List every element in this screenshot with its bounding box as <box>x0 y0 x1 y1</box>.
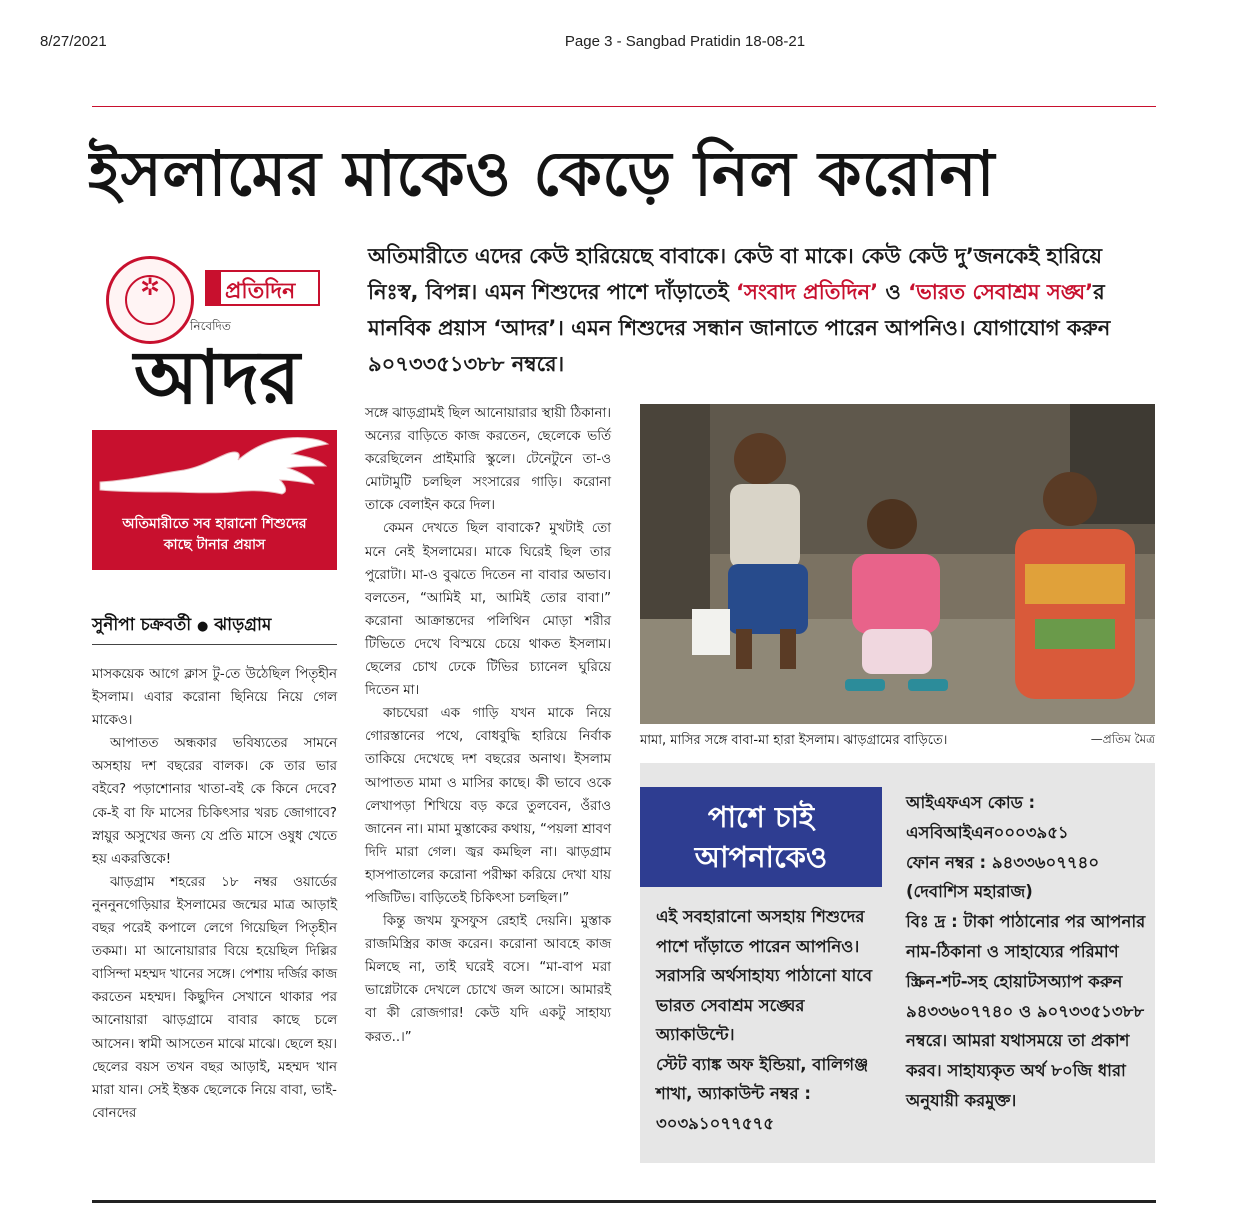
col2-paragraph: কিন্তু জখম ফুসফুস রেহাই দেয়নি। মুস্তাক রাজমিস্ত্রির কাজ করেন। করোনা আবহে কাজ মিলছে না, তাই ঘরেই বসে। “মা-বাপ মরা ভাগ্নেটাকে দেখলে চোখে জল আসে। আমারই বা কী রোজগার! কেউ যদি একটু সাহায্য করত..।” <box>365 914 611 1045</box>
top-rule <box>92 106 1156 107</box>
col1-paragraph: আপাতত অন্ধকার ভবিষ্যতের সামনে অসহায় দশ বছরের বালক। কে তার ভার বইবে? পড়াশোনার খাতা-বই কে কিনে দেবে? কে-ই বা ফি মাসের চিকিৎসার খরচ জোগাবে? স্নায়ুর অসুখের জন্য যে প্রতি মাসে ওষুধ খেতে হয় একরত্তিকে! <box>92 736 337 867</box>
ifsc-label: আইএফএস কোড : <box>906 793 1036 812</box>
appeal-left-text <box>656 902 874 1138</box>
bottom-rule <box>92 1200 1156 1203</box>
lead-part3: র মানবিক প্রয়াস ‘আদর’। এমন শিশুদের সন্ধান জানাতে পারেন আপনিও। যোগাযোগ করুন ৯০৭৩৩৫১৩৮৮ নম্বরে। <box>368 280 1111 376</box>
print-page-title: Page 3 - Sangbad Pratidin 18-08-21 <box>564 33 806 50</box>
lead-part2: ও <box>878 280 909 304</box>
family-photo-image <box>640 404 1155 724</box>
appeal-headline-line1: পাশে চাই <box>707 800 815 834</box>
phone-contact-name: (দেবাশিস মহারাজ) <box>906 882 1033 902</box>
lead-highlight-pratidin: ‘সংবাদ প্রতিদিন’ <box>736 280 879 304</box>
lead-part1: অতিমারীতে এদের কেউ হারিয়েছে বাবাকে। কেউ বা মাকে। কেউ কেউ দু’জনকেই হারিয়ে নিঃস্ব, বিপন্ন। এমন শিশুদের পাশে দাঁড়াতেই <box>368 244 1103 304</box>
adar-title: আদর <box>134 335 300 421</box>
headline: ইসলামের মাকেও কেড়ে নিল করোনা <box>88 137 995 210</box>
logo-tagline-line2: কাছে টানার প্রয়াস <box>163 537 266 553</box>
col2-paragraph: সঙ্গে ঝাড়গ্রামই ছিল আনোয়ারার স্থায়ী ঠিকানা। অন্যের বাড়িতে কাজ করতেন, ছেলেকে ভর্তি করেছিলেন প্রাইমারি স্কুলে। টেনেটুনে তা-ও মোটামুটি চলছিল সংসারের গাড়ি। করোনা তাকে বেলাইন করে দিল। <box>365 406 611 514</box>
family-photo <box>640 404 1155 724</box>
pratidin-masthead <box>205 270 320 306</box>
byline-location: ঝাড়গ্রাম <box>214 615 272 635</box>
appeal-headline-line2: আপনাকেও <box>694 840 828 874</box>
appeal-right-text <box>906 788 1151 1116</box>
photo-caption-text: মামা, মাসির সঙ্গে বাবা-মা হারা ইসলাম। ঝাড়গ্রামের বাড়িতে। <box>640 733 948 748</box>
col2-paragraph: কাচঘেরা এক গাড়ি যখন মাকে নিয়ে গোরস্তানের পথে, বোধবুদ্ধি হারিয়ে নির্বাক তাকিয়ে দেখেছে দশ বছরের অনাথ। ইসলাম আপাতত মামা ও মাসির কাছে। কী ভাবে ওকে লেখাপড়া শিখিয়ে বড় করে তুলবেন, ওঁরাও জানেন না। মামা মুস্তাকের কথায়, “পয়লা শ্রাবণ দিদি মারা গেল। জ্বর কমছিল না। ঝাড়গ্রাম হাসপাতালের করোনা পরীক্ষা করিয়ে দেখা যায় পজিটিভ। বাড়িতেই চিকিৎসা চলছিল।” <box>365 706 611 906</box>
logo-presented-by: নিবেদিত <box>190 319 231 333</box>
lead-paragraph <box>368 238 1156 382</box>
photo-credit: —প্রতিম মৈত্র <box>1090 732 1155 746</box>
phone-number: ফোন নম্বর : ৯৪৩৩৬০৭৭৪০ <box>906 852 1100 872</box>
ifsc-code: এসবিআইএন০০০৩৯৫১ <box>906 822 1069 842</box>
col2-paragraph: কেমন দেখতে ছিল বাবাকে? মুখটাই তো মনে নেই ইসলামের। মাকে ঘিরেই ছিল তার পুরোটা। মা-ও বুঝতে দিতেন না বাবার অভাব। বলতেন, “আমিই মা, আমিই তোর বাবা।” করোনা আক্রান্তদের পলিথিন মোড়া শরীর টিভিতে দেখে বিস্ময়ে চেয়ে থাকত ইসলাম। ছেলের চোখ ঢেকে টিভির চ্যানেল ঘুরিয়ে দিতেন মা। <box>365 521 611 699</box>
masthead-text: প্রতিদিন <box>225 279 296 304</box>
article-column-2 <box>365 402 611 1049</box>
appeal-headline-box <box>640 787 882 887</box>
bank-details: স্টেট ব্যাঙ্ক অফ ইন্ডিয়া, বালিগঞ্জ শাখা, অ্যাকাউন্ট নম্বর : ৩০৩৯১০৭৭৫৭৫ <box>656 1054 869 1133</box>
appeal-instructions: এই সবহারানো অসহায় শিশুদের পাশে দাঁড়াতে পারেন আপনিও। সরাসরি অর্থসাহায্য পাঠানো যাবে ভারত সেবাশ্রম সঙ্ঘের অ্যাকাউন্টে। <box>656 907 873 1044</box>
col1-paragraph: ঝাড়গ্রাম শহরের ১৮ নম্বর ওয়ার্ডের নুননুনগেড়িয়ার ইসলামের জন্মের মাত্র আড়াই বছর পরেই কপালে লেগে গিয়েছিল পিতৃহীন তকমা। মা আনোয়ারার বিয়ে হয়েছিল দিল্লির বাসিন্দা মহম্মদ খানের সঙ্গে। পেশায় দর্জির কাজ করতেন মহম্মদ। কিছুদিন সেখানে থাকার পর আনোয়ারা ঝাড়গ্রামে বাবার কাছে চলে আসেন। স্বামী আসতেন মাঝে মাঝে। ছেলে হয়। ছেলের বয়স তখন বছর আড়াই, মহম্মদ খান মারা যান। সেই ইস্তক ছেলেকে নিয়ে বাবা, ভাই-বোনদের <box>92 874 337 1121</box>
lead-highlight-sevashram: ‘ভারত সেবাশ্রম সঙ্ঘ’ <box>908 280 1094 304</box>
logo-tagline-line1: অতিমারীতে সব হারানো শিশুদের <box>122 516 307 532</box>
article-column-1 <box>92 663 337 1125</box>
byline-author: সুনীপা চক্রবর্তী <box>92 615 192 635</box>
sevashram-emblem-icon: ✲ <box>106 256 194 344</box>
byline-separator: ● <box>197 619 209 634</box>
byline-rule <box>92 644 337 645</box>
logo-red-panel <box>92 430 337 570</box>
reaching-hand-icon <box>92 430 337 520</box>
byline <box>92 612 271 640</box>
appeal-note: বিঃ দ্র : টাকা পাঠানোর পর আপনার নাম-ঠিকানা ও সাহায্যের পরিমাণ স্ক্রিন-শট-সহ হোয়াটসঅ্যাপ করুন ৯৪৩৩৬০৭৭৪০ ও ৯০৭৩৩৫১৩৮৮ নম্বরে। আমরা যথাসময়ে তা প্রকাশ করব। সাহায্যকৃত অর্থ ৮০জি ধারা অনুযায়ী করমুক্ত। <box>906 912 1146 1110</box>
photo-caption <box>640 731 1155 752</box>
print-date: 8/27/2021 <box>40 33 107 50</box>
col1-paragraph: মাসকয়েক আগে ক্লাস টু-তে উঠেছিল পিতৃহীন ইসলাম। এবার করোনা ছিনিয়ে নিয়ে গেল মাকেও। <box>92 667 337 729</box>
